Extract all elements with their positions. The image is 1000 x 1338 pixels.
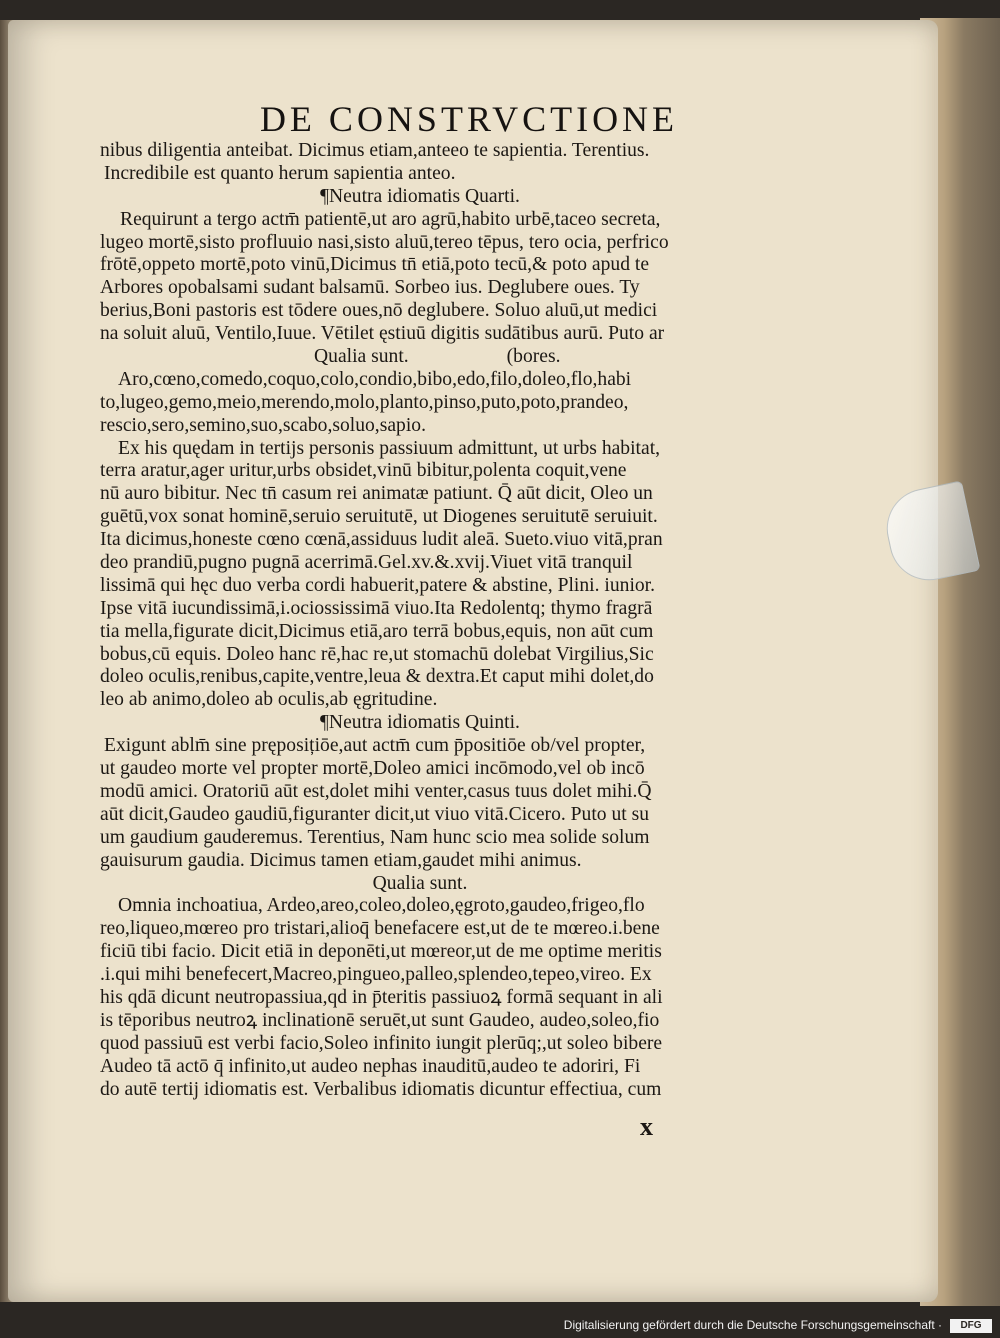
text-line: gauisurum gaudia. Dicimus tamen etiam,gaudet mihi animus. [100,849,582,871]
text-line: doleo oculis,renibus,capite,ventre,leua & dextra.Et caput mihi dolet,do [100,666,654,688]
text-line: deo prandiū,pugno pugnā acerrimā.Gel.xv.&.xvij.Viuet vitā tranquil [100,552,633,574]
text-line: Audeo tā actō q̄ infinito,ut audeo nephas inauditū,audeo te adoriri, Fi [100,1055,641,1077]
text-line: Arbores opobalsami sudant balsamū. Sorbeo ius. Deglubere oues. Ty [100,277,640,299]
text-line: berius,Boni pastoris est tōdere oues,nō deglubere. Soluo aluū,ut medici [100,300,658,322]
text-line: ficiū tibi facio. Dicit etiā in deponēti,ut mœreor,ut de me optime meritis [100,941,662,963]
text-line: do autē tertij idiomatis est. Verbalibus idiomatis dicuntur effectiua, cum [100,1078,662,1100]
dfg-logo: DFG [950,1319,992,1333]
text-line: Qualia sunt. (bores. [314,346,561,368]
text-line: Requirunt a tergo actm̄ patientē,ut aro agrū,habito urbē,taceo secreta, [120,208,661,230]
text-line: Ipse vitā iucundissimā,i.ociossissimā viuo.Ita Redolentq; thymo fragrā [100,597,653,619]
text-line: bobus,cū equis. Doleo hanc rē,hac re,ut stomachū dolebat Virgilius,Sic [100,643,654,665]
text-line: leo ab animo,doleo ab oculis,ab ęgritudine. [100,689,438,711]
text-line: guētū,vox sonat hominē,seruio seruitutē, ut Diogenes seruitutē seruiuit. [100,506,658,528]
footer-credit: Digitalisierung gefördert durch die Deutsche Forschungsgemeinschaft · [563,1318,942,1332]
text-line: um gaudium gauderemus. Terentius, Nam hunc scio mea solide solum [100,826,650,848]
text-line: Ex his quędam in tertijs personis passiuum admittunt, ut urbs habitat, [118,437,661,459]
text-line: .i.qui mihi benefecert,Macreo,pingueo,palleo,splendeo,tepeo,vireo. Ex [100,964,652,986]
text-line: to,lugeo,gemo,meio,merendo,molo,planto,pinso,puto,poto,prandeo, [100,391,629,413]
text-line: reo,liqueo,mœreo pro tristari,alioq̄ benefacere est,ut de te mœreo.i.bene [100,918,660,940]
body-text [100,140,740,1124]
text-line: rescio,sero,semino,suo,scabo,soluo,sapio. [100,414,426,436]
text-line: is tēporibus neutroꝝ inclinationē seruēt,ut sunt Gaudeo, audeo,soleo,fio [100,1009,660,1031]
text-line: modū amici. Oratoriū aūt est,dolet mihi venter,casus tuus dolet mihi.Q̄ [100,780,652,802]
subheading: Qualia sunt. [372,872,468,894]
section-heading: ¶Neutra idiomatis Quinti. [320,712,520,734]
text-line: quod passiuū est verbi facio,Soleo infinito iungit plerūq;,ut soleo bibere [100,1032,663,1054]
text-line: frōtē,oppeto mortē,poto vinū,Dicimus tn̄ etiā,poto tecū,& poto apud te [100,254,650,276]
text-line: Exigunt ablm̄ sine pręposițiōe,aut actm̄ cum p̄positiōe ob/vel propter, [104,735,646,757]
text-line: aūt dicit,Gaudeo gaudiū,figuranter dicit,ut viuo vitā.Cicero. Puto ut su [100,803,650,825]
signature-mark: x [640,1112,653,1141]
text-line: tia mella,figurate dicit,Dicimus etiā,aro terrā bobus,equis, non aūt cum [100,620,654,642]
page-header: DE CONSTRVCTIONE [259,99,679,139]
text-line: lissimā qui hęc duo verba cordi habuerit,patere & abstine, Plini. iunior. [100,574,656,596]
section-heading: ¶Neutra idiomatis Quarti. [320,185,520,207]
text-line: Incredibile est quanto herum sapientia anteo. [104,162,456,184]
text-line: na soluit aluū, Ventilo,Iuue. Vētilet ęstiuū digitis sudātibus aurū. Puto ar [100,323,665,345]
text-line: Ita dicimus,honeste cœno cœnā,assiduus ludit aleā. Sueto.viuo vitā,pran [100,529,663,551]
text-line: Aro,cœno,comedo,coquo,colo,condio,bibo,edo,filo,doleo,flo,habi [118,368,632,390]
text-line: terra aratur,ager uritur,urbs obsidet,vinū bibitur,polenta coquit,vene [100,460,627,482]
text-line: nibus diligentia anteibat. Dicimus etiam,anteeo te sapientia. Terentius. [100,140,650,161]
text-line: Omnia inchoatiua, Ardeo,areo,coleo,doleo,ęgroto,gaudeo,frigeo,flo [118,895,645,917]
text-line: ut gaudeo morte vel propter mortē,Doleo amici incōmodo,vel ob incō [100,758,645,780]
text-line: nū auro bibitur. Nec tn̄ casum rei animatæ patiunt. Q̄ aūt dicit, Oleo un [100,483,653,505]
text-line: lugeo mortē,sisto profluuio nasi,sisto aluū,tereo tēpus, tero ocia, perfrico [100,231,669,253]
text-line: his qdā dicunt neutropassiua,qd in p̄teritis passiuoꝝ formā sequant in ali [100,986,663,1008]
